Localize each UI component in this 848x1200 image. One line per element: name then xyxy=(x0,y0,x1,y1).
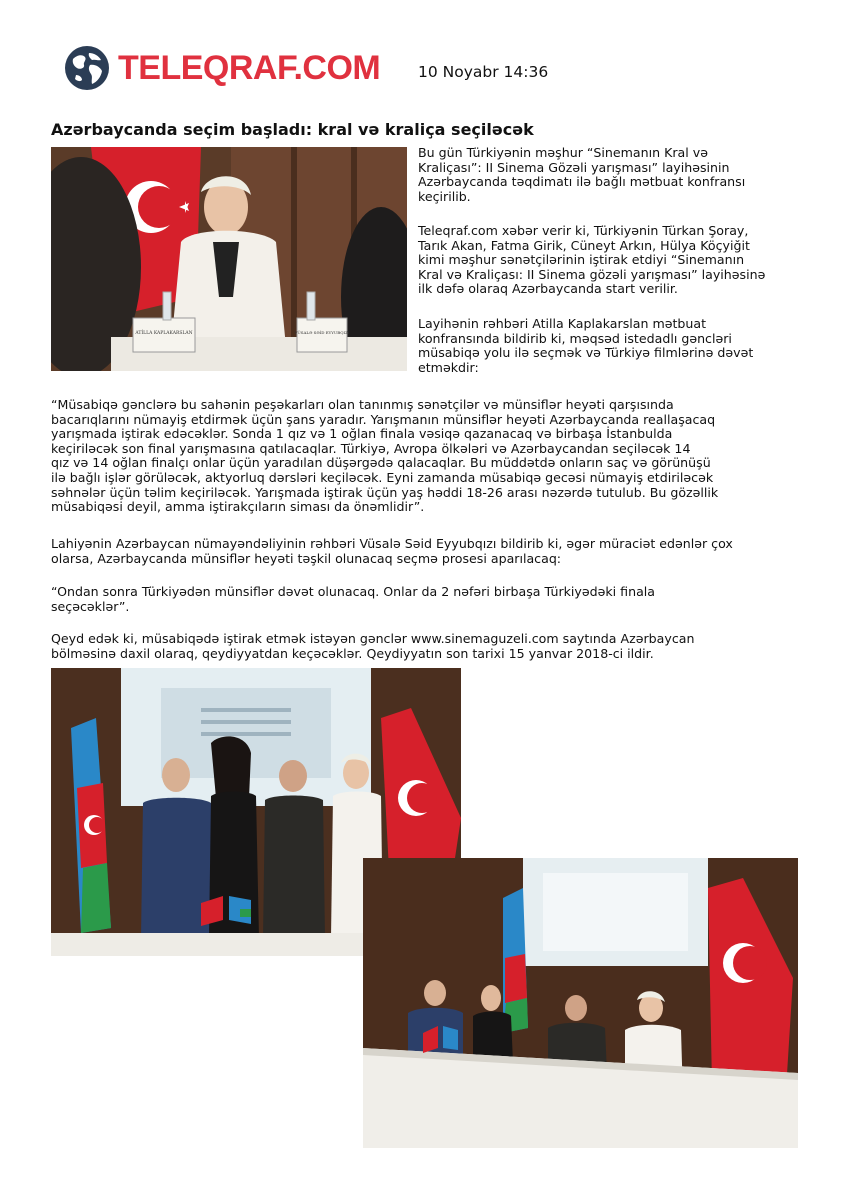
press-conference-photo xyxy=(51,147,407,371)
name-sign-vusale: VÜSALƏ SƏİD EYYUBQIZI xyxy=(294,330,350,335)
name-sign-atilla: ATİLLA KAPLAKARSLAN xyxy=(135,331,193,336)
paragraph-side-1: Bu gün Türkiyənin məşhur “Sinemanın Kral və Kraliçası”: II Sinema Gözəli yarışması” layihəsinin Azərbaycanda təqdimatı ilə bağlı mətbuat konfransı keçirilib. xyxy=(418,145,746,204)
article-title: Azərbaycanda seçim başladı: kral və kraliça seçiləcək xyxy=(51,120,534,139)
paragraph-quote: “Müsabiqə gənclərə bu sahənin peşəkarları olan tanınmış sənətçilər və münsiflər heyəti qarşısında bacarıqlarını nümayiş etdirmək üçün şans yaradır. Yarışmanın münsiflər heyəti Azərbaycanda reallaşacaq yarışmada iştirak edəcəklər. Sonda 1 qız və 1 oğlan finala vəsiqə qazanacaq və birbaşa İstanbulda keçiriləcək son final yarışmasına qatılacaqlar. Türkiyə, Avropa ölkələri və Azərbaycandan seçiləcək 14 qız və 14 oğlan finalçı onlar üçün yaradılan düşərgədə qalacaqlar. Bu müddətdə onların saç və görünüşü ilə bağlı işlər görüləcək, aktyorluq dərsləri keçiləcək. Eyni zamanda müsabiqə gecəsi nümayiş etdiriləcək səhnələr üçün təlim keçiriləcək. Yarışmada iştirak üçün yaş həddi 18-26 arası nəzərdə tutulub. Bu gözəllik müsabiqəsi deyil, amma iştirakçıların siması da önəmlidir”. xyxy=(51,397,719,515)
globe-icon xyxy=(64,45,110,91)
site-header xyxy=(64,44,380,92)
paragraph-registration: Qeyd edək ki, müsabiqədə iştirak etmək istəyən gənclər www.sinemaguzeli.com saytında Azərbaycan bölməsinə daxil olaraq, qeydiyyatdan keçəcəklər. Qeydiyyatın son tarixi 15 yanvar 2018-ci ildir. xyxy=(51,631,695,661)
paragraph-side-2: Teleqraf.com xəbər verir ki, Türkiyənin Türkan Şoray, Tarık Akan, Fatma Girik, Cüneyt Arkın, Hülya Köçyiğit kimi məşhur sənətçilərinin iştirak etdiyi “Sinemanın Kral və Kraliçası: II Sinema gözəli yarışması” layihəsinə ilk dəfə olaraq Azərbaycanda start verilir. xyxy=(418,223,766,297)
site-logo[interactable]: TELEQRAF.COM xyxy=(118,49,381,87)
publish-date: 10 Noyabr 14:36 xyxy=(418,63,549,81)
paragraph-side-3: Layihənin rəhbəri Atilla Kaplakarslan mətbuat konfransında bildirib ki, məqsəd istedadlı gəncləri müsabiqə yolu ilə seçmək və Türkiyə filmlərinə dəvət etməkdir: xyxy=(418,316,754,375)
paragraph-representative: Lahiyənin Azərbaycan nümayəndəliyinin rəhbəri Vüsalə Səid Eyyubqızı bildirib ki, əgər müraciət edənlər çox olarsa, Azərbaycanda münsiflər heyəti təşkil olunacaq seçmə prosesi aparılacaq: xyxy=(51,536,733,566)
paragraph-jury: “Ondan sonra Türkiyədən münsiflər dəvət olunacaq. Onlar da 2 nəfəri birbaşa Türkiyədəki finala seçəcəklər”. xyxy=(51,584,655,614)
panel-photo xyxy=(363,858,798,1148)
